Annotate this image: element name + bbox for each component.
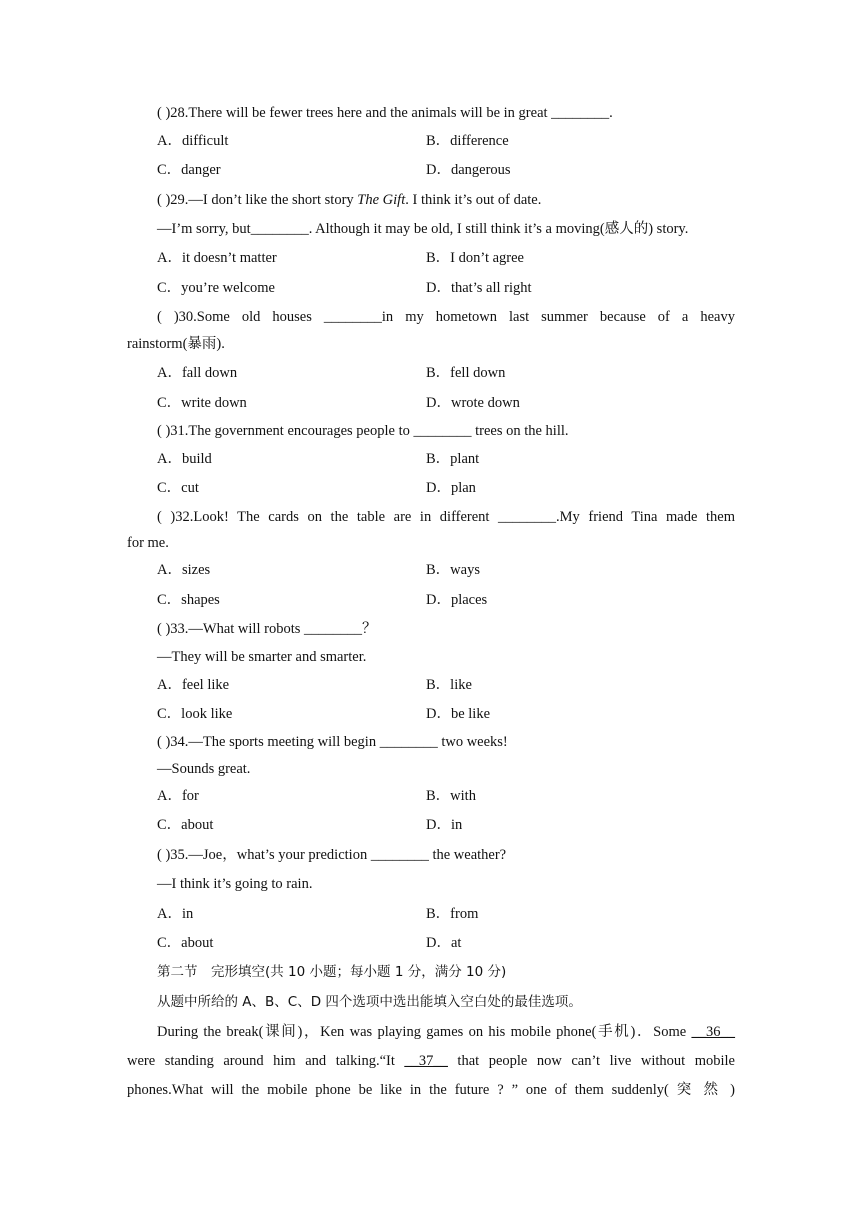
question-28-option-a: A．difficult <box>157 133 229 149</box>
question-35-stem: ( )35.—Joe，what’s your prediction ________ the weather? <box>157 847 507 863</box>
question-33-option-d: D．be like <box>426 706 491 722</box>
question-35-option-c: C．about <box>157 935 214 951</box>
passage-line-3: phones.What will the mobile phone be like in the future ? ” one of them suddenly( 突 然 ) <box>127 1082 735 1098</box>
question-30-option-a: A．fall down <box>157 365 238 381</box>
question-34-option-b: B．with <box>426 788 476 804</box>
question-30-stem: ( )30.Some old houses ________in my hometown last summer because of a heavy <box>157 309 735 325</box>
question-30-option-b: B．fell down <box>426 365 506 381</box>
question-28-option-d: D．dangerous <box>426 162 511 178</box>
blank-37: __37__ <box>404 1053 448 1069</box>
question-31-option-b: B．plant <box>426 451 480 467</box>
question-28-stem: ( )28.There will be fewer trees here and the animals will be in great ________. <box>157 105 613 121</box>
question-32-option-b: B．ways <box>426 562 480 578</box>
question-30-option-c: C．write down <box>157 395 247 411</box>
question-34-stem: ( )34.—The sports meeting will begin ________ two weeks! <box>157 734 508 750</box>
question-34-reply: —Sounds great. <box>157 761 251 777</box>
question-29-option-b: B．I don’t agree <box>426 250 524 266</box>
question-35-option-b: B．from <box>426 906 479 922</box>
question-33-option-a: A．feel like <box>157 677 230 693</box>
section-instruction: 从题中所给的 A、B、C、D 四个选项中选出能填入空白处的最佳选项。 <box>157 994 582 1010</box>
question-29-reply: —I’m sorry, but________. Although it may be old, I still think it’s a moving(感人的) story. <box>157 221 689 237</box>
question-32-option-a: A．sizes <box>157 562 211 578</box>
question-28-option-c: C．danger <box>157 162 221 178</box>
question-33-stem: ( )33.—What will robots ________？ <box>157 621 377 637</box>
question-29-option-c: C．you’re welcome <box>157 280 275 296</box>
question-28-option-b: B．difference <box>426 133 509 149</box>
passage-line-1: During the break(课间)，Ken was playing games on his mobile phone(手机)．Some __36__ <box>157 1024 735 1040</box>
question-33-option-b: B．like <box>426 677 472 693</box>
question-29-option-d: D．that’s all right <box>426 280 532 296</box>
question-31-option-c: C．cut <box>157 480 199 496</box>
question-32-option-c: C．shapes <box>157 592 220 608</box>
question-32-option-d: D．places <box>426 592 488 608</box>
question-33-reply: —They will be smarter and smarter. <box>157 649 367 665</box>
section-title: 第二节 完形填空(共 10 小题；每小题 1 分，满分 10 分) <box>157 964 507 980</box>
question-32-stem: ( )32.Look! The cards on the table are in different ________.My friend Tina made them <box>157 509 735 525</box>
question-31-stem: ( )31.The government encourages people to ________ trees on the hill. <box>157 423 569 439</box>
question-35-option-a: A．in <box>157 906 194 922</box>
question-30-option-d: D．wrote down <box>426 395 520 411</box>
question-32-stem-continued: for me. <box>127 535 169 551</box>
question-31-option-a: A．build <box>157 451 212 467</box>
question-31-option-d: D．plan <box>426 480 476 496</box>
question-30-stem-continued: rainstorm(暴雨). <box>127 336 225 352</box>
question-29-stem: ( )29.—I don’t like the short story The Gift. I think it’s out of date. <box>157 192 542 208</box>
passage-line-2: were standing around him and talking.“It __37__ that people now can’t live without mobile <box>127 1053 735 1069</box>
question-35-option-d: D．at <box>426 935 462 951</box>
question-29-option-a: A．it doesn’t matter <box>157 250 277 266</box>
question-35-reply: —I think it’s going to rain. <box>157 876 313 892</box>
blank-36: __36__ <box>691 1024 735 1040</box>
question-33-option-c: C．look like <box>157 706 233 722</box>
question-34-option-a: A．for <box>157 788 199 804</box>
question-34-option-d: D．in <box>426 817 463 833</box>
question-34-option-c: C．about <box>157 817 214 833</box>
